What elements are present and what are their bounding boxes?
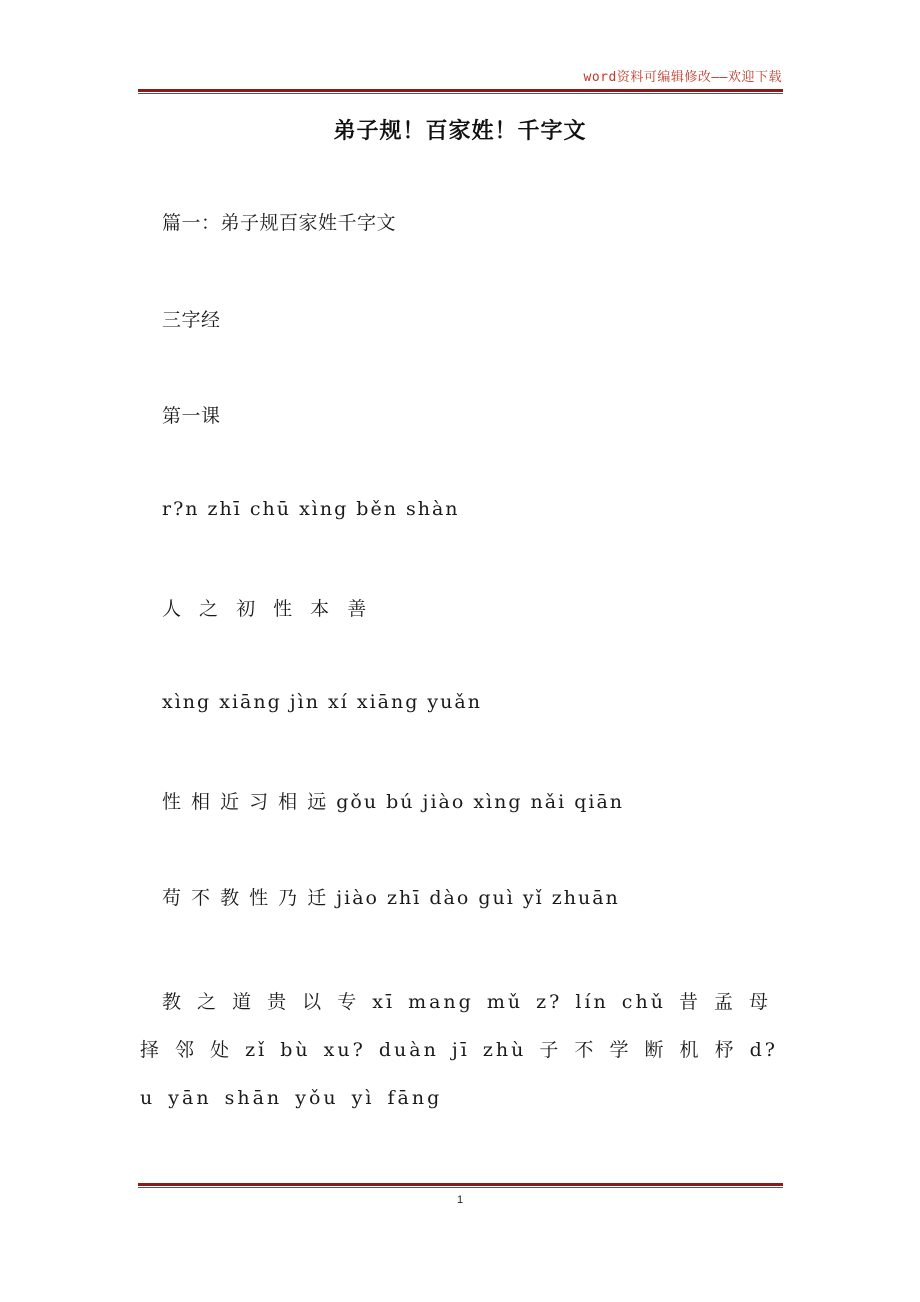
hanzi-line: 人 之 初 性 本 善 (162, 598, 373, 620)
text-line: 三字经 (162, 309, 221, 331)
mixed-line: 苟 不 教 性 乃 迁 jiào zhī dào guì yǐ zhuān (162, 887, 620, 909)
footer-divider (138, 1183, 783, 1189)
pinyin-line: xìng xiāng jìn xí xiāng yuǎn (162, 691, 482, 713)
text-line: 第一课 (162, 405, 221, 427)
mixed-line: 性 相 近 习 相 远 gǒu bú jiào xìng nǎi qiān (162, 791, 625, 813)
pinyin-line: r?n zhī chū xìng běn shàn (162, 498, 460, 520)
text-line: 篇一：弟子规百家姓千字文 (162, 212, 397, 234)
header-divider (138, 89, 783, 95)
document-title: 弟子规！百家姓！千字文 (333, 119, 587, 144)
header-note: word资料可编辑修改——欢迎下载 (583, 70, 782, 85)
text-paragraph: 教 之 道 贵 以 专 xī mang mǔ z? lín chǔ 昔 孟 母 择 邻 处 zǐ bù xu? duàn jī zhù 子 不 学 断 机 杼 d?u yān shān yǒu yì fāng (140, 991, 778, 1109)
page-number: 1 (456, 1194, 464, 1206)
